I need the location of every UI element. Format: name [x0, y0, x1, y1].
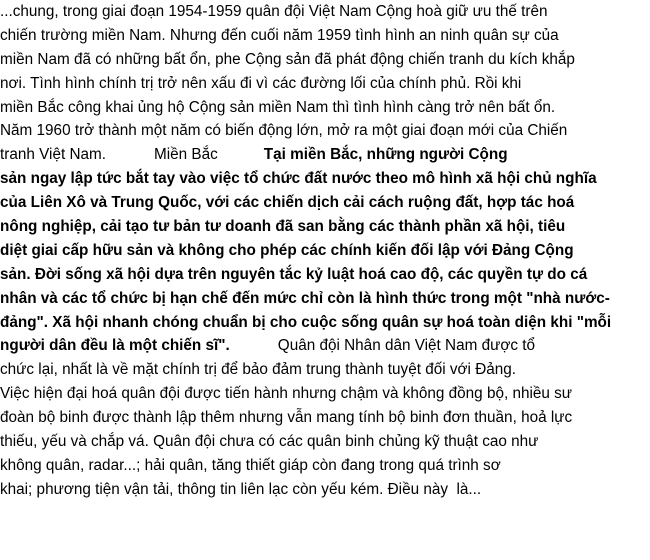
- bold-text-line: diệt giai cấp hữu sản và không cho phép các chính kiến đối lập với Đảng Cộng: [0, 241, 574, 259]
- text-line: Năm 1960 trở thành một năm có biến động lớn, mở ra một giai đoạn mới của Chiến: [0, 122, 568, 140]
- bold-paragraph-end: người dân đều là một chiến sĩ".: [0, 337, 230, 355]
- text-segment: tranh Việt Nam.: [0, 146, 106, 164]
- text-line: Việc hiện đại hoá quân đội được tiến hành nhưng chậm và không đồng bộ, nhiều sư: [0, 385, 573, 403]
- text-line: miền Bắc công khai ủng hộ Cộng sản miền Nam thì tình hình càng trở nên bất ổn.: [0, 98, 556, 116]
- text-line: nơi. Tình hình chính trị trở nên xấu đi vì các đường lối của chính phủ. Rồi khi: [0, 74, 522, 92]
- text-line: đoàn bộ binh được thành lập thêm nhưng vẫn mang tính bộ binh đơn thuần, hoả lực: [0, 409, 573, 427]
- bold-paragraph-start: Tại miền Bắc, những người Cộng: [263, 146, 508, 164]
- bold-text-line: sản ngay lập tức bắt tay vào việc tổ chức đất nước theo mô hình xã hội chủ nghĩa: [0, 170, 597, 188]
- text-line: miền Nam đã có những bất ổn, phe Cộng sản đã phát động chiến tranh du kích khắp: [0, 50, 575, 68]
- bold-text-line: nhân và các tổ chức bị hạn chế đến mức chỉ còn là hình thức trong một "nhà nước-: [0, 289, 610, 307]
- text-line: chiến trường miền Nam. Nhưng đến cuối năm 1959 tình hình an ninh quân sự của: [0, 26, 559, 44]
- text-line: khai; phương tiện vận tải, thông tin liên lạc còn yếu kém. Điều này là...: [0, 480, 482, 498]
- text-line: không quân, radar...; hải quân, tăng thiết giáp còn đang trong quá trình sơ: [0, 456, 501, 474]
- section-heading-mien-bac: Miền Bắc: [154, 146, 218, 164]
- text-line: chức lại, nhất là về mặt chính trị để bảo đảm trung thành tuyệt đối với Đảng.: [0, 361, 517, 379]
- bold-text-line: của Liên Xô và Trung Quốc, với các chiến dịch cải cách ruộng đất, hợp tác hoá: [0, 194, 575, 212]
- bold-text-line: sản. Đời sống xã hội dựa trên nguyên tắc kỷ luật hoá cao độ, các quyền tự do cá: [0, 265, 588, 283]
- text-line-mixed: [0, 143, 650, 167]
- text-segment: Quân đội Nhân dân Việt Nam được tổ: [277, 337, 536, 355]
- text-line: ...chung, trong giai đoạn 1954-1959 quân đội Việt Nam Cộng hoà giữ ưu thế trên: [0, 3, 548, 20]
- text-line-mixed: [0, 334, 650, 358]
- bold-text-line: nông nghiệp, cải tạo tư bản tư doanh đã san bằng các thành phần xã hội, tiêu: [0, 218, 566, 236]
- bold-text-line: đảng". Xã hội nhanh chóng chuẩn bị cho cuộc sống quân sự hoá toàn diện khi "mỗi: [0, 313, 612, 331]
- text-line: thiếu, yếu và chắp vá. Quân đội chưa có các quân binh chủng kỹ thuật cao như: [0, 433, 539, 451]
